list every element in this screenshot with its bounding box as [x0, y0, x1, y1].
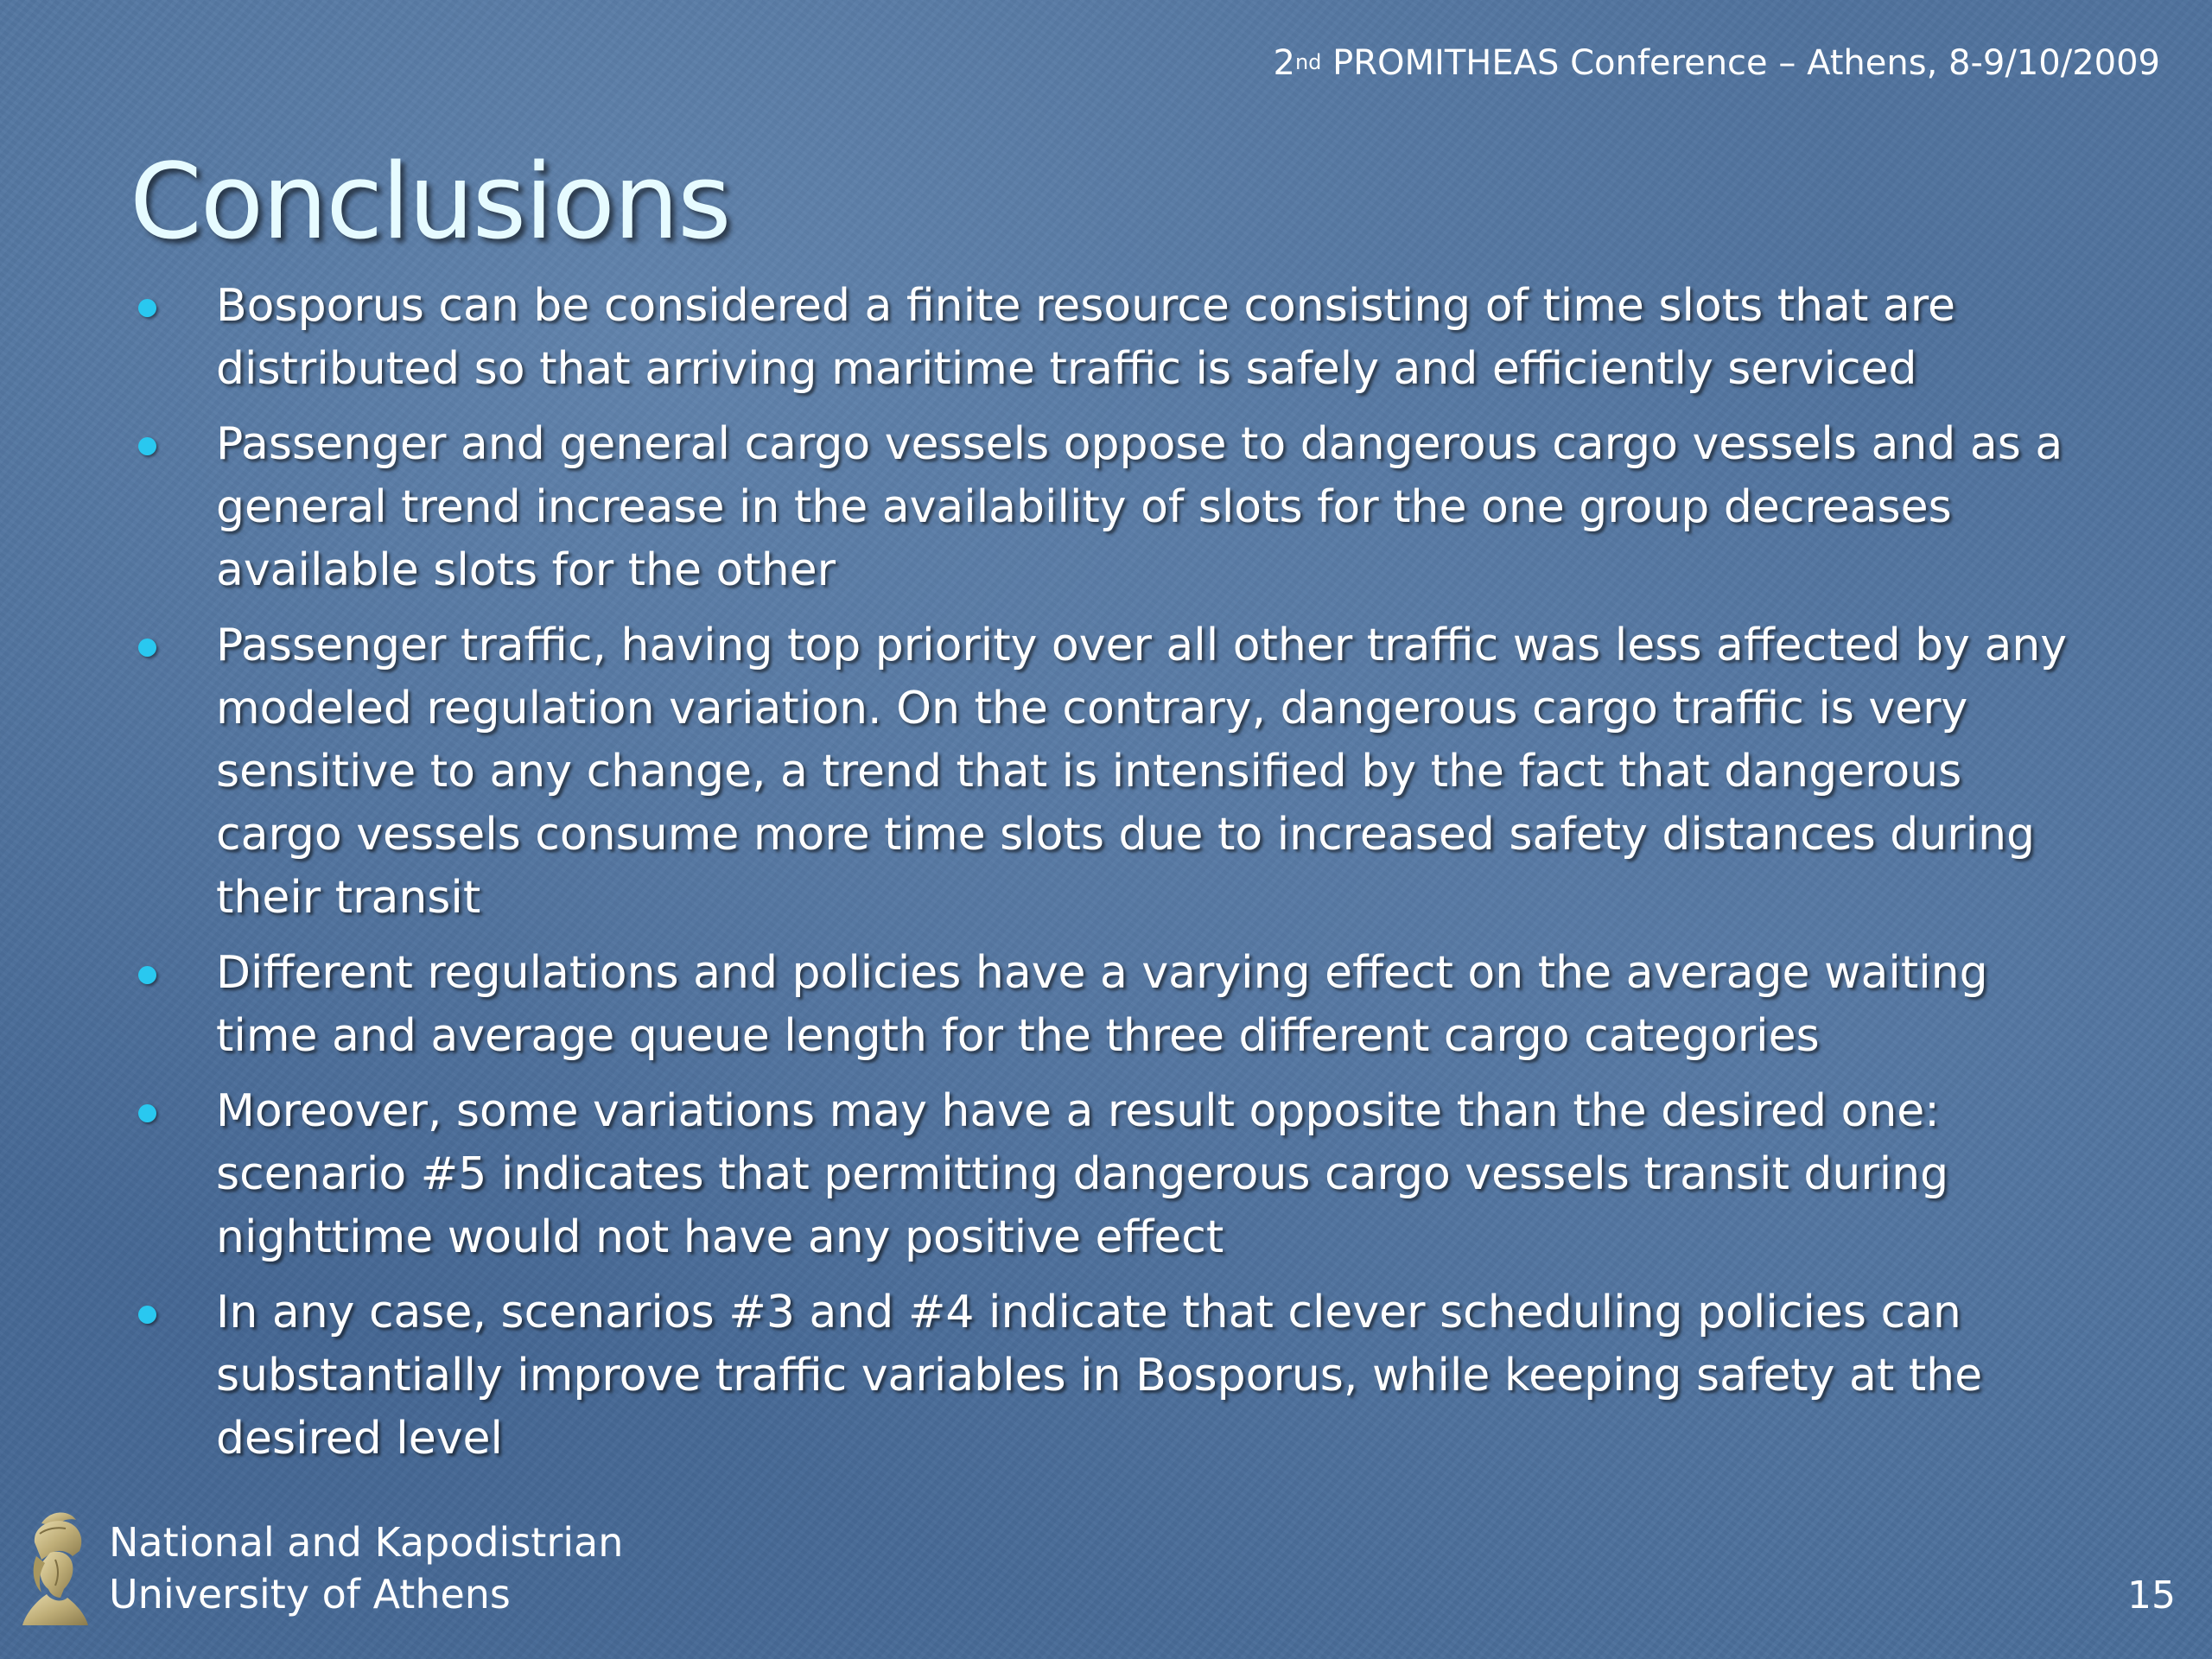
bullet-item — [130, 942, 2100, 1068]
athena-head-logo-icon — [16, 1508, 93, 1629]
university-line-1: National and Kapodistrian — [109, 1519, 624, 1566]
bullet-item — [130, 1080, 2100, 1269]
bullet-item — [130, 413, 2100, 602]
bullet-dot-icon — [138, 639, 156, 657]
conference-ordinal-number: 2 — [1273, 43, 1295, 83]
bullet-text: Moreover, some variations may have a result opposite than the desired one: scenario #5 indicates that permitting dangerous cargo vessels transit during nighttime would not have any positive effect — [216, 1085, 1949, 1263]
conference-header — [1274, 43, 2161, 83]
bullet-dot-icon — [138, 299, 156, 317]
bullet-list — [130, 275, 2100, 1483]
university-name — [109, 1516, 623, 1620]
footer — [16, 1508, 623, 1629]
bullet-dot-icon — [138, 437, 156, 455]
bullet-dot-icon — [138, 1306, 156, 1324]
bullet-text: Passenger traffic, having top priority over all other traffic was less affected by any modeled regulation variation. On the contrary, dangerous cargo traffic is very sensitive to any change, a trend that is intensified by the fact that dangerous cargo vessels consume more time slots due to increased safety distances during their transit — [216, 620, 2068, 924]
bullet-text: Different regulations and policies have a varying effect on the average waiting time and average queue length for the three different cargo categories — [216, 947, 1988, 1062]
university-line-2: University of Athens — [109, 1571, 511, 1618]
slide-title: Conclusions — [130, 143, 730, 263]
bullet-text: In any case, scenarios #3 and #4 indicate that clever scheduling policies can substantially improve traffic variables in Bosporus, while keeping safety at the desired level — [216, 1287, 1983, 1465]
bullet-item — [130, 614, 2100, 930]
bullet-text: Passenger and general cargo vessels oppose to dangerous cargo vessels and as a general trend increase in the availability of slots for the one group decreases available slots for the other — [216, 418, 2063, 596]
conference-name: PROMITHEAS Conference – Athens, 8-9/10/2009 — [1321, 43, 2160, 83]
bullet-dot-icon — [138, 1104, 156, 1122]
bullet-item — [130, 1281, 2100, 1471]
bullet-dot-icon — [138, 966, 156, 984]
conference-ordinal-suffix: nd — [1294, 50, 1322, 74]
bullet-item — [130, 275, 2100, 401]
bullet-text: Bosporus can be considered a finite resource consisting of time slots that are distributed so that arriving maritime traffic is safely and efficiently serviced — [216, 280, 1955, 395]
page-number: 15 — [2127, 1573, 2176, 1618]
